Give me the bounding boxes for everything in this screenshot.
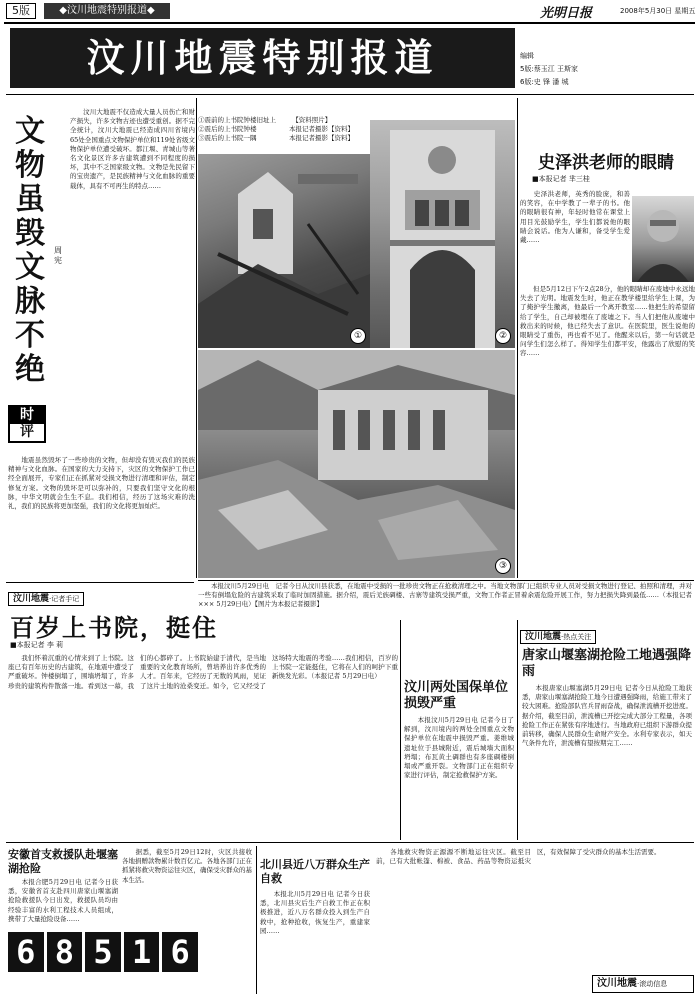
shuyuan-text: 我们怀着沉重的心情来到了上书院。这座已有百年历史的古建筑，在地震中遭受了严重破坏。钟楼倒塌了，围墙坍塌了，许多珍贵的建筑构件散落一地。看到这一幕，我们的心都碎了。上书院始建于清代，是当地重要的文化教育场所，曾培养出许多优秀的人才。百年来，它经历了无数的风雨，见证了这片土地的沧桑变迁。如今，它又经受了这场特大地震的考验……我们相信，百岁的上书院一定能挺住，它将在人们的呵护下重新焕发光彩。（本报记者 5月29日电） bbox=[8, 654, 398, 690]
donation-counter bbox=[8, 932, 198, 972]
photo-clock-tower bbox=[370, 120, 515, 348]
comment-label-2: 评 bbox=[20, 424, 34, 440]
right-feature-byline: ■本报记者 芈三桂 bbox=[532, 175, 590, 183]
divider bbox=[198, 580, 694, 581]
beichuan-title: 北川县近八万群众生产自救 bbox=[260, 858, 370, 885]
rolling-news-kicker bbox=[592, 975, 694, 993]
banner-title: 汶川地震特别报道 bbox=[10, 28, 515, 88]
photo-ruined-tower bbox=[198, 154, 370, 348]
divider bbox=[6, 582, 194, 583]
photo-clock-tower-drawing bbox=[370, 120, 515, 348]
photo-collapsed-college bbox=[198, 350, 515, 578]
right-feature-text-2: 但是5月12日下午2点28分，他的眼睛却在废墟中永远地失去了光明。地震发生时，他正在教学楼里给学生上课，为了掩护学生撤离，他最后一个离开教室……他把生的希望留给了学生，自己却被埋在了废墟之下。当人们把他从废墟中救出来的时候，他已经失去了意识。在医院里，医生说他的眼睛受了重伤，再也看不见了。他醒来以后，第一句话就是问学生们怎么样了。得知学生们都平安，他露出了欣慰的笑容…… bbox=[520, 285, 695, 358]
counter-digit: 6 bbox=[8, 932, 44, 972]
anshu-title: 安徽首支救援队赴堰塞湖抢险 bbox=[8, 848, 118, 875]
shuyuan-byline: ■本报记者 李 莉 bbox=[10, 641, 64, 649]
tangjiashan-text: 本报唐家山堰塞湖5月29日电 记者今日从抢险工地获悉，唐家山堰塞湖抢险工地今日遭遇强降雨，给施工带来了较大困难。抢险部队官兵冒雨奋战，确保泄流槽开挖进度。据介绍，截至目前，泄流槽已开挖完成大部分工程量，各项抢险工作正在紧张有序地进行。当地政府已组织下游群众提前转移，确保人民群众生命财产安全。水利专家表示，如天气条件允许，泄流槽有望按期完工…… bbox=[522, 684, 692, 748]
divider bbox=[6, 94, 694, 95]
counter-digit: 8 bbox=[47, 932, 83, 972]
shuyuan-kicker bbox=[8, 592, 84, 606]
comment-label-1: 时 bbox=[10, 407, 44, 424]
teacher-portrait bbox=[632, 196, 694, 282]
caption-1: ①震前的上书院钟楼旧址上 【资料照片】 bbox=[198, 116, 332, 124]
feature-byline: 周宪 bbox=[54, 246, 62, 265]
shuyuan-title: 百岁上书院，挺住 bbox=[10, 613, 218, 642]
shuyuan-kicker-sub: ·记者手记 bbox=[49, 595, 80, 603]
tangjiashan-kicker bbox=[520, 630, 596, 644]
relic-text: 本报汶川5月29日电 记者今日了解到，汶川境内的两处全国重点文物保护单位在地震中损毁严重。姜维城遗址位于县城附近，震后城墙大面积坍塌；布瓦黄土碉群也有多座碉楼倒塌或严重开裂。文物部门正在组织专家进行评估，制定抢救保护方案。 bbox=[404, 716, 514, 780]
feature-title: 文物虽毁文脉不绝 bbox=[15, 114, 45, 387]
photo-marker-1: ① bbox=[350, 328, 366, 344]
caption-2: ②震后的上书院钟楼 本报记者摄影【资料】 bbox=[198, 125, 354, 133]
editors-line-1: 5版:蔡玉江 王斯家 bbox=[520, 65, 579, 73]
paper-name: 光明日报 bbox=[540, 6, 593, 21]
lower-report-text: 本报汶川5月29日电 记者今日从汶川县获悉，在地震中受损的一批珍贵文物正在抢救清理之中。当地文物部门已组织专业人员对受损文物进行登记、拍照和清理，并对一些有倒塌危险的古建筑采取了临时加固措施。据介绍，震后羌族碉楼、古寨等建筑受损严重，文物工作者正冒着余震危险开展工作，努力把损失降到最低……（本报记者 ××× 5月29日电）【图片为本报记者摄影】 bbox=[198, 582, 692, 609]
issue-date: 2008年5月30日 星期五 bbox=[620, 7, 696, 15]
beichuan-text: 本报北川5月29日电 记者今日获悉，北川县灾后生产自救工作正在积极推进，近八万名群众投入到生产自救中，抢种抢收，恢复生产，重建家园…… bbox=[260, 890, 370, 935]
teacher-portrait-drawing bbox=[632, 196, 694, 282]
editors-line-2: 6版:史 锋 潘 城 bbox=[520, 78, 569, 86]
tangjiashan-kicker-sub: ·热点关注 bbox=[561, 633, 592, 641]
counter-digit: 6 bbox=[162, 932, 198, 972]
feature-column-2: 地震虽然毁坏了一些珍贵的文物，但却没有毁灭我们的民族精神与文化血脉。在国家的大力支持下，灾区的文物保护工作已经全面展开，专家们正在抓紧对受损文物进行清理和评估，制定修复方案。文物的毁坏是可以弥补的，只要我们坚守文化的根脉，中华文明就会生生不息。我们相信，经历了这场灾难的洗礼，我们的民族将更加坚强，我们的文化将更加灿烂。 bbox=[8, 456, 195, 511]
editors-label: 编辑 bbox=[520, 52, 534, 60]
divider bbox=[400, 620, 401, 840]
divider bbox=[517, 620, 518, 840]
relief-summary-text: 据悉，截至5月29日12时，灾区共接收各地捐赠款物累计数百亿元。各地各部门正在抓紧将救灾物资运往灾区，确保受灾群众的基本生活。 bbox=[122, 848, 252, 884]
right-feature-text-1: 史泽洪老师，英秀的脸庞，和善的笑容，在中学教了一辈子的书。他的眼睛很有神，年轻时他常在课堂上用目光鼓励学生，学生们都说他的眼睛会说话。他为人谦和，备受学生爱戴…… bbox=[520, 190, 630, 245]
photo-marker-3: ③ bbox=[495, 558, 511, 574]
editors-box bbox=[520, 50, 690, 89]
photo-ruined-tower-drawing bbox=[198, 154, 370, 348]
counter-digit: 5 bbox=[85, 932, 121, 972]
comment-badge bbox=[8, 405, 46, 443]
anshu-text: 本报合肥5月29日电 记者今日获悉，安徽省首支赴四川唐家山堰塞湖抢险救援队今日出发，救援队员均由经验丰富的水利工程技术人员组成，携带了大量抢险设备…… bbox=[8, 878, 118, 923]
rolling-kicker-sub: ·滚动信息 bbox=[637, 980, 668, 988]
photo-collapsed-college-drawing bbox=[198, 350, 515, 578]
shuyuan-kicker-main: 汶川地震 bbox=[13, 594, 50, 604]
relic-title: 汶川两处国保单位损毁严重 bbox=[404, 680, 509, 711]
divider bbox=[256, 846, 257, 994]
photo-marker-2: ② bbox=[495, 328, 511, 344]
right-feature-title: 史泽洪老师的眼睛 bbox=[538, 153, 674, 173]
supplies-text: 各地救灾物资正源源不断地运往灾区。截至目前，已有大批帐篷、棉被、食品、药品等物资运抵灾区，有效保障了受灾群众的基本生活需要。 bbox=[376, 848, 661, 866]
tangjiashan-title: 唐家山堰塞湖抢险工地遇强降雨 bbox=[522, 648, 692, 679]
page-number: 5版 bbox=[6, 3, 36, 19]
divider bbox=[517, 98, 518, 578]
divider bbox=[196, 98, 197, 578]
rolling-kicker-main: 汶川地震 bbox=[597, 978, 637, 989]
section-label: ◆汶川地震特别报道◆ bbox=[44, 3, 170, 19]
counter-digit: 1 bbox=[124, 932, 160, 972]
caption-3: ③震后的上书院一隅 本报记者摄影【资料】 bbox=[198, 134, 354, 142]
feature-column-1: 汶川大地震不仅造成大量人员伤亡和财产损失，许多文物古迹也遭受重创。据不完全统计，汶川大地震已经造成四川省境内65处全国重点文物保护单位和119处省级文物保护单位遭受破坏。都江堰、青城山等著名文化景区许多古建筑遭到不同程度的损坏，其中不乏国家级文物。文物是先民留下的宝贵遗产，是民族精神与文化血脉的重要载体，具有不可再生的特点…… bbox=[70, 108, 195, 190]
header-rule bbox=[4, 22, 695, 24]
divider bbox=[6, 842, 694, 843]
tangjiashan-kicker-main: 汶川地震 bbox=[525, 632, 562, 642]
